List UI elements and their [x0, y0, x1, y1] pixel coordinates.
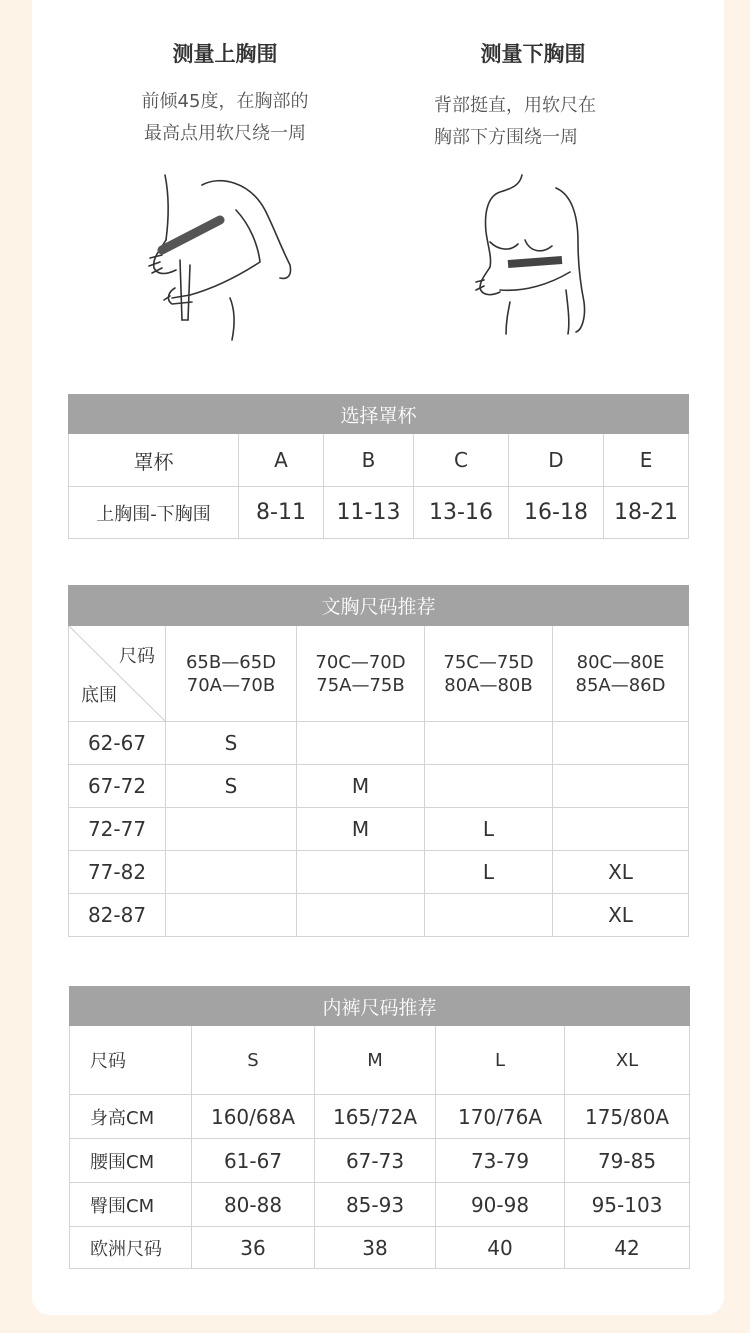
size-cell [166, 894, 297, 937]
panty-size-header: S [192, 1026, 315, 1095]
size-cell [553, 808, 689, 851]
bra-corner-cell [69, 626, 166, 722]
panty-cell: 42 [565, 1227, 690, 1269]
panty-row-label: 身高CM [70, 1095, 192, 1139]
panty-cell: 85-93 [315, 1183, 436, 1227]
cup-cell: E [604, 434, 689, 487]
bra-column-line1: 80C—80E [576, 651, 665, 673]
bra-row [69, 808, 689, 851]
bra-column-line2: 70A—70B [186, 674, 276, 696]
size-cell [425, 894, 553, 937]
band-cell: 72-77 [69, 808, 166, 851]
panty-row [70, 1139, 690, 1183]
size-cell: L [425, 851, 553, 894]
measure-upper-section [100, 38, 350, 150]
panty-cell: 79-85 [565, 1139, 690, 1183]
panty-cell: 38 [315, 1227, 436, 1269]
panty-row [70, 1095, 690, 1139]
panty-row-label: 臀围CM [70, 1183, 192, 1227]
bra-column-header [553, 626, 689, 722]
size-cell [425, 722, 553, 765]
size-cell [166, 808, 297, 851]
cup-cell: B [324, 434, 414, 487]
measure-lower-title: 测量下胸围 [480, 42, 586, 66]
size-cell: L [425, 808, 553, 851]
cup-table [68, 394, 689, 539]
measure-lower-section [408, 38, 658, 154]
panty-cell: 95-103 [565, 1183, 690, 1227]
size-cell [297, 894, 425, 937]
corner-band-label: 底围 [81, 685, 117, 706]
panty-header-label: 尺码 [70, 1026, 192, 1095]
size-cell [166, 851, 297, 894]
size-cell [553, 722, 689, 765]
bra-column-line2: 85A—86D [575, 674, 666, 696]
size-cell: XL [553, 894, 689, 937]
measure-upper-title: 测量上胸围 [172, 42, 278, 66]
panty-cell: 61-67 [192, 1139, 315, 1183]
bra-column-header [297, 626, 425, 722]
measure-upper-desc [100, 86, 350, 150]
size-cell [553, 765, 689, 808]
band-cell: 67-72 [69, 765, 166, 808]
under-bust-illustration [470, 172, 595, 337]
panty-table-title: 内裤尺码推荐 [70, 987, 690, 1026]
panty-cell: 160/68A [192, 1095, 315, 1139]
bra-column-header [166, 626, 297, 722]
panty-row-label: 腰围CM [70, 1139, 192, 1183]
corner-size-label: 尺码 [119, 646, 155, 667]
band-cell: 62-67 [69, 722, 166, 765]
panty-cell: 67-73 [315, 1139, 436, 1183]
cup-cell: D [509, 434, 604, 487]
panty-cell: 73-79 [436, 1139, 565, 1183]
cup-row-header: 罩杯 [69, 434, 239, 487]
panty-row [70, 1183, 690, 1227]
measure-lower-line2: 胸部下方围绕一周 [434, 127, 578, 148]
size-cell: M [297, 765, 425, 808]
cup-cell: C [414, 434, 509, 487]
size-cell: S [166, 722, 297, 765]
panty-size-header: L [436, 1026, 565, 1095]
band-cell: 77-82 [69, 851, 166, 894]
panty-cell: 175/80A [565, 1095, 690, 1139]
bra-row [69, 765, 689, 808]
bra-table-title: 文胸尺码推荐 [69, 586, 689, 626]
measure-upper-line2: 最高点用软尺绕一周 [144, 123, 306, 144]
diff-cell: 11-13 [324, 487, 414, 539]
bra-column-line1: 70C—70D [315, 651, 406, 673]
bra-row [69, 894, 689, 937]
cup-cell: A [239, 434, 324, 487]
size-cell [297, 851, 425, 894]
measure-lower-line1: 背部挺直，用软尺在 [434, 95, 596, 116]
diff-row-header: 上胸围-下胸围 [69, 487, 239, 539]
cup-table-title: 选择罩杯 [69, 395, 689, 434]
size-cell: XL [553, 851, 689, 894]
panty-cell: 165/72A [315, 1095, 436, 1139]
diff-cell: 8-11 [239, 487, 324, 539]
size-cell [297, 722, 425, 765]
diff-cell: 18-21 [604, 487, 689, 539]
bra-column-line1: 75C—75D [443, 651, 534, 673]
bra-column-line1: 65B—65D [185, 651, 277, 673]
size-cell: S [166, 765, 297, 808]
panty-row [70, 1227, 690, 1269]
bra-row [69, 722, 689, 765]
measure-upper-line1: 前倾45度，在胸部的 [141, 91, 309, 112]
panty-size-header: XL [565, 1026, 690, 1095]
panty-cell: 80-88 [192, 1183, 315, 1227]
panty-cell: 170/76A [436, 1095, 565, 1139]
diff-cell: 16-18 [509, 487, 604, 539]
bra-row [69, 851, 689, 894]
measure-lower-desc [408, 90, 658, 154]
bra-column-line2: 80A—80B [444, 674, 533, 696]
bra-column-header [425, 626, 553, 722]
panty-row-label: 欧洲尺码 [70, 1227, 192, 1269]
bra-column-line2: 75A—75B [316, 674, 405, 696]
upper-bust-illustration [140, 170, 310, 345]
corner-diagonal [69, 626, 166, 722]
panty-size-table [69, 986, 690, 1269]
panty-cell: 36 [192, 1227, 315, 1269]
panty-cell: 90-98 [436, 1183, 565, 1227]
size-cell [425, 765, 553, 808]
band-cell: 82-87 [69, 894, 166, 937]
bra-size-table [68, 585, 689, 937]
diff-cell: 13-16 [414, 487, 509, 539]
size-cell: M [297, 808, 425, 851]
panty-size-header: M [315, 1026, 436, 1095]
panty-cell: 40 [436, 1227, 565, 1269]
